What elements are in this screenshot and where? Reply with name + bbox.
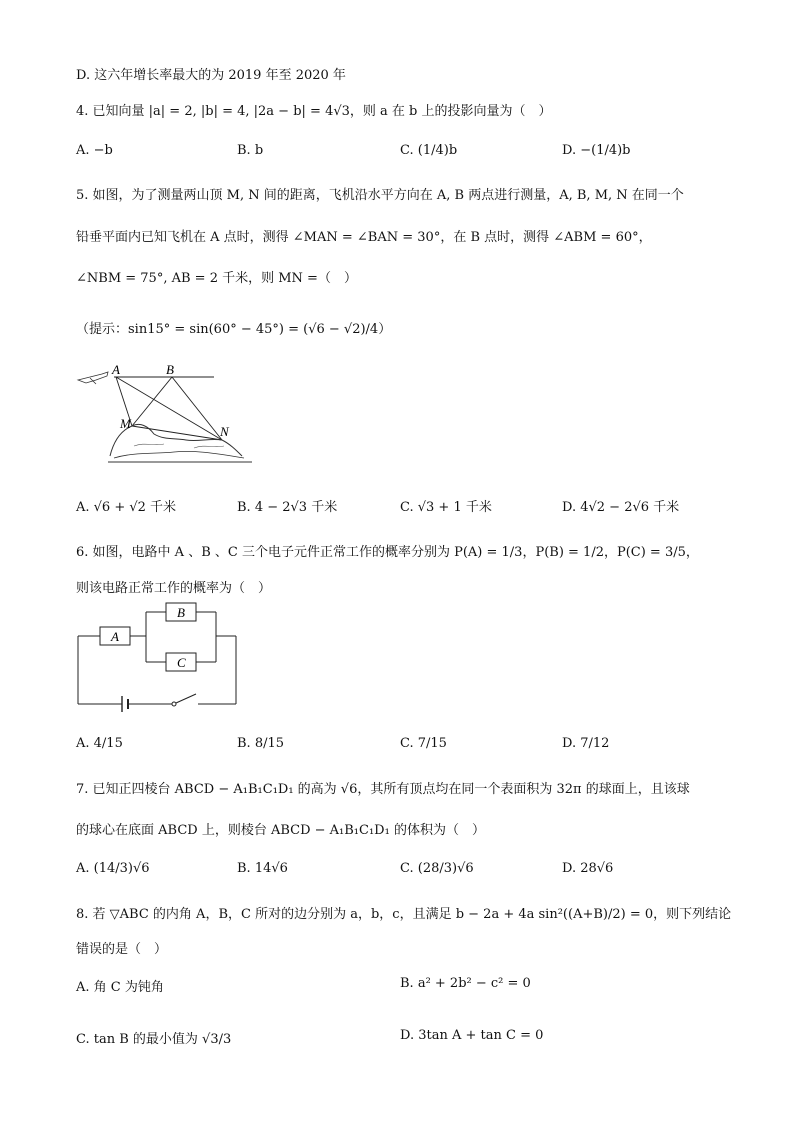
mountain-figure (74, 360, 294, 470)
q4-option-b: B. b (237, 143, 264, 158)
q5-option-d: D. 4√2 − 2√6 千米 (562, 500, 680, 515)
q5-option-a: A. √6 + √2 千米 (76, 500, 177, 515)
q8-option-a: A. 角 C 为钝角 (76, 980, 164, 995)
q5-line1: 5. 如图，为了测量两山顶 M, N 间的距离，飞机沿水平方向在 A, B 两点进行测量，A, B, M, N 在同一个 (76, 188, 684, 203)
q7-line1: 7. 已知正四棱台 ABCD − A₁B₁C₁D₁ 的高为 √6，其所有顶点均在同一个表面积为 32π 的球面上，且该球 (76, 782, 690, 797)
fig-label-b: B (166, 362, 174, 377)
q8-line1: 8. 若 ▽ABC 的内角 A，B，C 所对的边分别为 a，b，c，且满足 b − 2a + 4a sin²((A+B)/2) = 0，则下列结论 (76, 907, 732, 922)
q7-option-d: D. 28√6 (562, 861, 614, 876)
q5-line2: 铅垂平面内已知飞机在 A 点时，测得 ∠MAN = ∠BAN = 30°，在 B 点时，测得 ∠ABM = 60°， (76, 230, 652, 245)
q7-line2: 的球心在底面 ABCD 上，则棱台 ABCD − A₁B₁C₁D₁ 的体积为（ ） (76, 823, 485, 838)
circuit-label-a: A (111, 629, 119, 644)
q6-option-a: A. 4/15 (76, 736, 123, 751)
q4-option-a: A. −b (76, 143, 113, 158)
q8-line2: 错误的是（ ） (76, 942, 168, 957)
fig-label-a: A (112, 362, 120, 377)
q4-option-d: D. −(1/4)b (562, 143, 631, 158)
q4-stem: 4. 已知向量 |a| = 2, |b| = 4, |2a − b| = 4√3，则 a 在 b 上的投影向量为（ ） (76, 104, 552, 119)
q7-option-b: B. 14√6 (237, 861, 288, 876)
q6-line2: 则该电路正常工作的概率为（ ） (76, 581, 272, 596)
circuit-figure (74, 600, 244, 718)
q7-option-a: A. (14/3)√6 (76, 861, 150, 876)
q6-option-d: D. 7/12 (562, 736, 610, 751)
q3-option-d: D. 这六年增长率最大的为 2019 年至 2020 年 (76, 68, 346, 83)
q8-option-b: B. a² + 2b² − c² = 0 (400, 976, 531, 991)
q8-option-d: D. 3tan A + tan C = 0 (400, 1028, 544, 1043)
q5-option-b: B. 4 − 2√3 千米 (237, 500, 338, 515)
q5-option-c: C. √3 + 1 千米 (400, 500, 492, 515)
switch-icon (172, 702, 176, 706)
q5-line3: ∠NBM = 75°, AB = 2 千米，则 MN =（ ） (76, 271, 357, 286)
circuit-label-c: C (177, 655, 186, 670)
q8-option-c: C. tan B 的最小值为 √3/3 (76, 1032, 232, 1047)
fig-label-m: M (120, 416, 131, 431)
airplane-icon (78, 372, 108, 384)
q6-line1: 6. 如图，电路中 A 、B 、C 三个电子元件正常工作的概率分别为 P(A) = 1/3，P(B) = 1/2，P(C) = 3/5， (76, 545, 699, 560)
q7-option-c: C. (28/3)√6 (400, 861, 474, 876)
q6-option-c: C. 7/15 (400, 736, 447, 751)
q4-option-c: C. (1/4)b (400, 143, 458, 158)
circuit-label-b: B (177, 605, 185, 620)
fig-label-n: N (220, 424, 229, 439)
q5-hint: （提示：sin15° = sin(60° − 45°) = (√6 − √2)/4） (76, 322, 392, 337)
q6-option-b: B. 8/15 (237, 736, 285, 751)
